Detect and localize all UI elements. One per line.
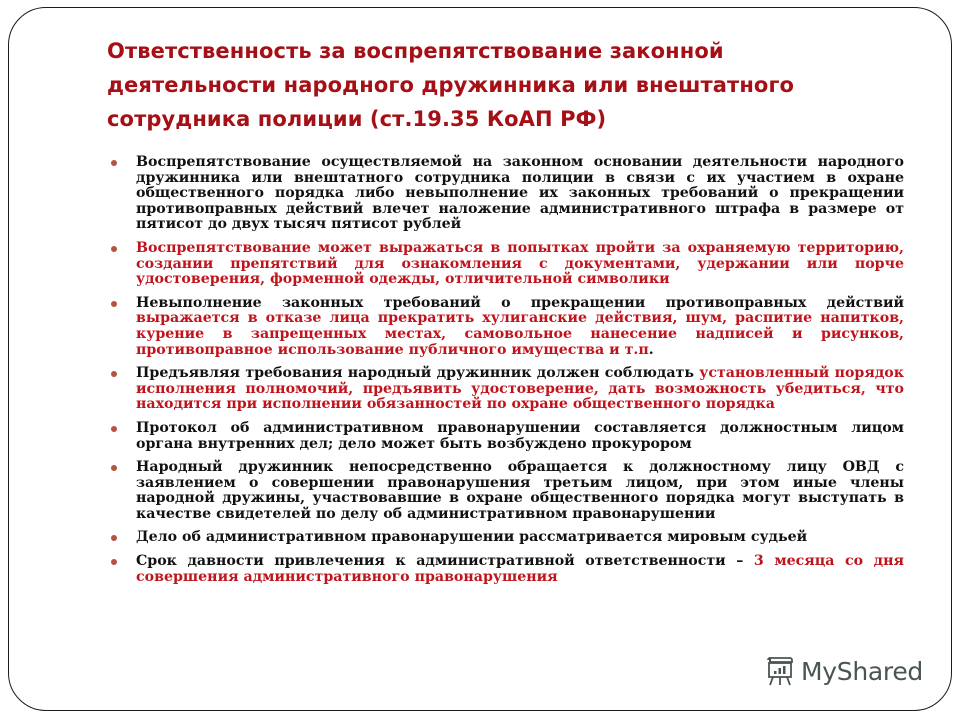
bullet-item (110, 530, 904, 546)
bullet-item (110, 460, 904, 522)
bullet-item (110, 421, 904, 452)
highlighted-text: 3 месяца со дня совершения административного правонарушения (136, 553, 904, 585)
bullet-text: Предъявляя требования народный дружинник должен соблюдать (136, 365, 700, 382)
bullet-text: Протокол об административном правонарушении составляется должностным лицом органа внутренних дел; дело может быть возбуждено прокурором (136, 419, 904, 452)
bullet-dot-icon (111, 371, 117, 377)
bullet-item (110, 296, 904, 358)
bullet-text: Дело об административном правонарушении рассматривается мировым судьей (136, 529, 808, 546)
slide-title (107, 34, 867, 136)
myshared-logo[interactable] (765, 655, 923, 687)
bullet-item (110, 155, 904, 233)
bullet-dot-icon (111, 301, 117, 307)
title-line-2: деятельности народного дружинника или внештатного (107, 73, 795, 97)
bullet-text: Народный дружинник непосредственно обращается к должностному лицу ОВД с заявлением о совершении правонарушения третьим лицом, при этом иные члены народной дружины, участвовавшие в охране общественного порядка могут выступать в качестве свидетелей по делу об административном правонарушении (136, 459, 904, 522)
slide-content (110, 155, 904, 593)
bullet-dot-icon (111, 465, 117, 471)
bullet-list (110, 155, 904, 585)
highlighted-text: выражается в отказе лица прекратить хулиганские действия, шум, распитие напитков, курение в запрещенных местах, самовольное нанесение надписей и рисунков, противоправное использование публичного имущества и т.п (136, 310, 904, 358)
bullet-text: Воспрепятствование осуществляемой на законном основании деятельности народного дружинника или внештатного сотрудника полиции в связи с их участием в охране общественного порядка либо невыполнение их законных требований о прекращении противоправных действий влечет наложение административного штрафа в размере от пятисот до двух тысяч пятисот рублей (136, 154, 904, 233)
bullet-dot-icon (111, 160, 117, 166)
highlighted-text: установленный порядок исполнения полномочий, предъявить удостоверение, дать возможность убедиться, что находится при исполнении обязанностей по охране общественного порядка (136, 365, 904, 413)
title-line-3: сотрудника полиции (ст.19.35 КоАП РФ) (107, 107, 607, 131)
highlighted-text: Воспрепятствование может выражаться в попытках пройти за охраняемую территорию, создании препятствий для ознакомления с документами, удержании или порче удостоверения, форменной одежды, отличительной символики (136, 239, 904, 288)
bullet-dot-icon (111, 559, 117, 565)
bullet-item (110, 241, 904, 288)
bullet-dot-icon (111, 246, 117, 252)
bullet-item (110, 554, 904, 585)
presentation-board-icon (765, 655, 795, 687)
bullet-item (110, 366, 904, 413)
title-line-1: Ответственность за воспрепятствование законной (107, 39, 724, 63)
bullet-text: Невыполнение законных требований о прекращении противоправных действий (136, 294, 904, 311)
bullet-dot-icon (111, 426, 117, 432)
bullet-text: Срок давности привлечения к административной ответственности – (136, 553, 754, 570)
logo-text: MyShared (801, 656, 923, 686)
bullet-text: . (648, 341, 654, 358)
bullet-dot-icon (111, 535, 117, 541)
